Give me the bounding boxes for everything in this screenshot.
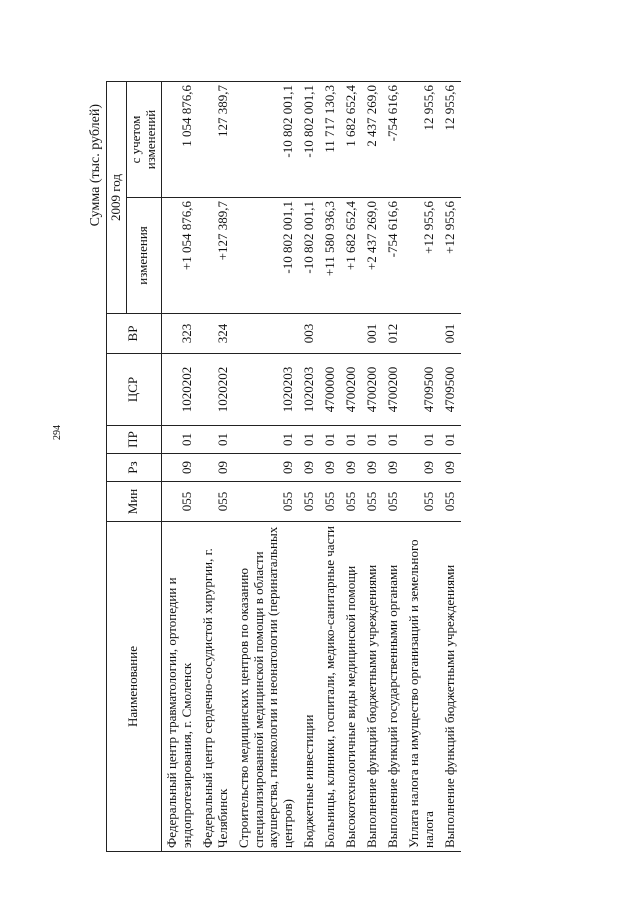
- row-csr-cell: 4700200: [341, 354, 362, 426]
- row-pr-cell: 01: [440, 426, 461, 454]
- row-rz-cell: 09: [440, 454, 461, 482]
- table-row: [234, 82, 300, 852]
- row-change-cell: +12 955,6: [404, 198, 440, 314]
- row-change-cell: +127 389,7: [198, 198, 234, 314]
- row-total-cell: 12 955,6: [404, 82, 440, 198]
- header-min: Мин: [107, 482, 162, 522]
- row-name-cell: Уплата налога на имущество организаций и земельного налога: [404, 522, 440, 852]
- row-vr-cell: 003: [299, 314, 320, 354]
- header-changes: изменения: [126, 198, 161, 314]
- row-pr-cell: 01: [362, 426, 383, 454]
- row-total-cell: -10 802 001,1: [234, 82, 300, 198]
- row-rz-cell: 09: [404, 454, 440, 482]
- row-vr-cell: [320, 314, 341, 354]
- table-row: [383, 82, 404, 852]
- row-total-cell: 1 054 876,6: [161, 82, 197, 198]
- row-csr-cell: 1020202: [161, 354, 197, 426]
- row-change-cell: +11 580 936,3: [320, 198, 341, 314]
- row-change-cell: -10 802 001,1: [234, 198, 300, 314]
- row-min-cell: 055: [198, 482, 234, 522]
- row-min-cell: 055: [320, 482, 341, 522]
- row-csr-cell: 4700000: [320, 354, 341, 426]
- row-total-cell: -754 616,6: [383, 82, 404, 198]
- row-name-cell: Выполнение функций государственными органами: [383, 522, 404, 852]
- page-number: 294: [52, 425, 63, 440]
- table-row: [198, 82, 234, 852]
- table-row: [320, 82, 341, 852]
- row-total-cell: -10 802 001,1: [299, 82, 320, 198]
- row-pr-cell: 01: [234, 426, 300, 454]
- row-min-cell: 055: [341, 482, 362, 522]
- row-total-cell: 127 389,7: [198, 82, 234, 198]
- header-vr: ВР: [107, 314, 162, 354]
- row-csr-cell: 4700200: [362, 354, 383, 426]
- row-pr-cell: 01: [341, 426, 362, 454]
- table-row: [362, 82, 383, 852]
- row-rz-cell: 09: [234, 454, 300, 482]
- row-vr-cell: 324: [198, 314, 234, 354]
- row-pr-cell: 01: [404, 426, 440, 454]
- row-rz-cell: 09: [341, 454, 362, 482]
- row-rz-cell: 09: [320, 454, 341, 482]
- row-csr-cell: 4700200: [383, 354, 404, 426]
- row-pr-cell: 01: [320, 426, 341, 454]
- row-rz-cell: 09: [362, 454, 383, 482]
- row-rz-cell: 09: [383, 454, 404, 482]
- row-total-cell: 2 437 269,0: [362, 82, 383, 198]
- table-row: [341, 82, 362, 852]
- row-vr-cell: 323: [161, 314, 197, 354]
- row-name-cell: Федеральный центр сердечно-сосудистой хирургии, г. Челябинск: [198, 522, 234, 852]
- header-name: Наименование: [107, 522, 162, 852]
- row-pr-cell: 01: [161, 426, 197, 454]
- row-min-cell: 055: [234, 482, 300, 522]
- row-vr-cell: [404, 314, 440, 354]
- row-vr-cell: 012: [383, 314, 404, 354]
- row-rz-cell: 09: [299, 454, 320, 482]
- budget-table: [106, 81, 461, 852]
- row-pr-cell: 01: [383, 426, 404, 454]
- table-header: [107, 82, 162, 852]
- row-csr-cell: 1020203: [299, 354, 320, 426]
- row-change-cell: -10 802 001,1: [299, 198, 320, 314]
- row-name-cell: Строительство медицинских центров по оказанию специализированной медицинской помощи в области акушерства, гинекологии и неонатологии (перинатальных центров): [234, 522, 300, 852]
- header-year: 2009 год: [107, 82, 127, 314]
- row-name-cell: Высокотехнологичные виды медицинской помощи: [341, 522, 362, 852]
- row-min-cell: 055: [383, 482, 404, 522]
- table-row: [299, 82, 320, 852]
- row-change-cell: +1 054 876,6: [161, 198, 197, 314]
- row-name-cell: Выполнение функций бюджетными учреждениями: [362, 522, 383, 852]
- row-name-cell: Больницы, клиники, госпитали, медико-санитарные части: [320, 522, 341, 852]
- row-rz-cell: 09: [161, 454, 197, 482]
- row-min-cell: 055: [440, 482, 461, 522]
- row-change-cell: +12 955,6: [440, 198, 461, 314]
- row-total-cell: 1 682 652,4: [341, 82, 362, 198]
- rotated-page-content: [88, 82, 558, 852]
- table-row: [404, 82, 440, 852]
- row-pr-cell: 01: [198, 426, 234, 454]
- header-with-changes: с учетом изменений: [126, 82, 161, 198]
- header-rz: Рз: [107, 454, 162, 482]
- row-csr-cell: 1020203: [234, 354, 300, 426]
- row-vr-cell: [341, 314, 362, 354]
- row-total-cell: 11 717 130,3: [320, 82, 341, 198]
- row-vr-cell: 001: [362, 314, 383, 354]
- row-min-cell: 055: [362, 482, 383, 522]
- row-min-cell: 055: [404, 482, 440, 522]
- row-csr-cell: 4709500: [404, 354, 440, 426]
- row-change-cell: -754 616,6: [383, 198, 404, 314]
- row-name-cell: Федеральный центр травматологии, ортопедии и эндопротезирования, г. Смоленск: [161, 522, 197, 852]
- table-row: [161, 82, 197, 852]
- row-csr-cell: 1020202: [198, 354, 234, 426]
- header-csr: ЦСР: [107, 354, 162, 426]
- row-min-cell: 055: [161, 482, 197, 522]
- table-row: [440, 82, 461, 852]
- sum-caption: Сумма (тыс. рублей): [88, 104, 103, 227]
- row-total-cell: 12 955,6: [440, 82, 461, 198]
- row-name-cell: Выполнение функций бюджетными учреждениями: [440, 522, 461, 852]
- row-change-cell: +2 437 269,0: [362, 198, 383, 314]
- row-min-cell: 055: [299, 482, 320, 522]
- row-vr-cell: 001: [440, 314, 461, 354]
- row-change-cell: +1 682 652,4: [341, 198, 362, 314]
- row-pr-cell: 01: [299, 426, 320, 454]
- row-name-cell: Бюджетные инвестиции: [299, 522, 320, 852]
- row-vr-cell: [234, 314, 300, 354]
- row-csr-cell: 4709500: [440, 354, 461, 426]
- row-rz-cell: 09: [198, 454, 234, 482]
- table-body: [161, 82, 461, 852]
- header-pr: ПР: [107, 426, 162, 454]
